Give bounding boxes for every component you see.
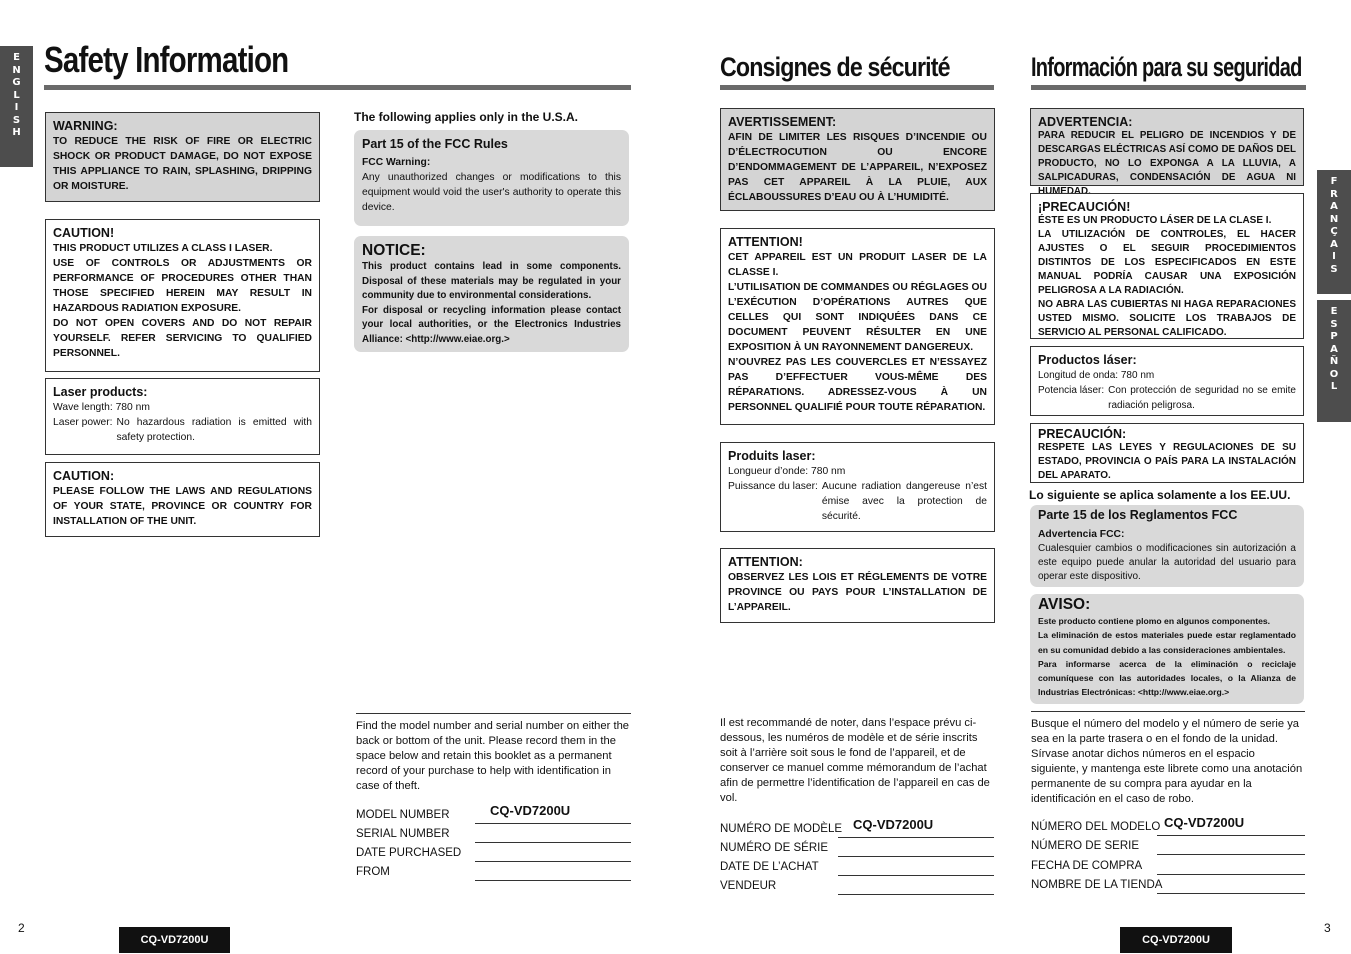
spanish-date-row bbox=[1031, 857, 1305, 875]
precaucion-install-body: RESPETE LAS LEYES Y REGULACIONES DE SU ESTADO, PROVINCIA O PAÍS PARA LA INSTALACIÓN DEL APARATO. bbox=[1038, 442, 1296, 481]
spanish-warning-box bbox=[1030, 108, 1304, 197]
espanol-tab-letter: E bbox=[1330, 306, 1338, 317]
caution-install-body: PLEASE FOLLOW THE LAWS AND REGULATIONS OF YOUR STATE, PROVINCE OR COUNTRY FOR INSTALLATION OF THE UNIT. bbox=[53, 486, 312, 527]
usa-heading: The following applies only in the U.S.A. bbox=[354, 110, 579, 124]
english-caution-laser-box bbox=[45, 219, 320, 372]
caution-title: CAUTION! bbox=[53, 226, 115, 240]
model-number-value: CQ-VD7200U bbox=[490, 803, 571, 818]
english-tab-letter: S bbox=[12, 114, 21, 126]
aviso-body-2: La eliminación de estos materiales puede estar reglamentado en su comunidad debido a las consideraciones ambientales. bbox=[1038, 630, 1296, 655]
page-number-right: 3 bbox=[1324, 921, 1331, 935]
spanish-fcc-body: Cualesquier cambios o modificaciones sin autorización a este equipo puede anular la autoridad del usuario para operar este dispositivo. bbox=[1038, 543, 1296, 582]
french-title-rule bbox=[720, 85, 994, 90]
aviso-body-1: Este producto contiene plomo en algunos componentes. bbox=[1038, 616, 1271, 626]
avertissement-title: AVERTISSEMENT: bbox=[728, 115, 837, 129]
serial-number-line bbox=[475, 842, 631, 843]
french-warning-box bbox=[720, 108, 995, 211]
vendeur-line bbox=[838, 894, 994, 895]
aviso-body-3: Para informarse acerca de la eliminación o reciclaje comuníquese con las autoridades locales, o la Alianza de Industrias Electrónicas: <http://www.eiae.org.> bbox=[1038, 658, 1296, 698]
attention-line-2: L’UTILISATION DE COMMANDES OU RÉGLAGES OU L’EXÉCUTION D’OPÉRATIONS AUTRES QUE CELLES QUI SONT INDIQUÉES DANS CE DOCUMENT PEUVENT RÉSULTER EN UNE EXPOSITION À UN RAYONNEMENT DANGEREUX. bbox=[728, 282, 987, 353]
spanish-fcc-box bbox=[1030, 505, 1304, 587]
spanish-laser-products-box bbox=[1030, 346, 1304, 416]
model-number-label: MODEL NUMBER bbox=[356, 809, 450, 821]
spanish-model-number-row bbox=[1031, 815, 1305, 836]
francais-tab-letter: N bbox=[1329, 213, 1339, 225]
english-date-purchased-row bbox=[356, 844, 631, 862]
spanish-serial-number-row bbox=[1031, 837, 1305, 855]
numero-modelo-line bbox=[1157, 835, 1305, 836]
precaucion-install-title: PRECAUCIÓN: bbox=[1038, 427, 1127, 441]
spanish-fcc-title: Parte 15 de los Reglamentos FCC bbox=[1038, 508, 1238, 522]
avertissement-body: AFIN DE LIMITER LES RISQUES D’INCENDIE OU D’ÉLECTROCUTION OU ENCORE D’ENDOMMAGEMENT DE L’APPAREIL, N’EXPOSEZ PAS CET APPAREIL À LA PLUIE, AUX ÉCLABOUSSURES D’EAU OU À L’HUMIDITÉ. bbox=[728, 132, 987, 203]
attention-line-3: N’OUVREZ PAS LES COUVERCLES ET N’ESSAYEZ PAS D’EFFECTUER VOUS-MÊME DES RÉPARATIONS. ADRESSEZ-VOUS À UN PERSONNEL QUALIFIÉ POUR TOUTE RÉPARATION. bbox=[728, 357, 987, 413]
laser-products-title: Laser products: bbox=[53, 385, 148, 399]
francais-tab-letter: Ç bbox=[1330, 226, 1338, 237]
english-page-title: Safety Information bbox=[44, 39, 289, 80]
caution-line-1: THIS PRODUCT UTILIZES A CLASS I LASER. bbox=[53, 243, 273, 254]
notice-title: NOTICE: bbox=[362, 242, 426, 259]
precaucion-line-1: ÉSTE ES UN PRODUCTO LÁSER DE LA CLASE I. bbox=[1038, 215, 1272, 226]
warning-title: WARNING: bbox=[53, 119, 118, 133]
english-tab-letter: N bbox=[12, 64, 21, 76]
spanish-record-paragraph: Busque el número del modelo y el número de serie ya sea en la parte trasera o en el fondo de la unidad. Sírvase anotar dichos números en el espacio siguiente, y mantenga este librete como una anotación permanente de su compra para ayudar en la identificación en el caso de robo. bbox=[1031, 711, 1305, 807]
numero-serie-es-label: NÚMERO DE SERIE bbox=[1031, 840, 1139, 852]
numero-modele-line bbox=[838, 837, 994, 838]
precaucion-line-2: LA UTILIZACIÓN DE CONTROLES, EL HACER AJUSTES O EL SEGUIR PROCEDIMIENTOS DISTINTOS DE LOS ESPECIFICADOS EN ESTE MANUAL PODRÍA CAUSAR UNA EXPOSICIÓN PELIGROSA A LA RADIACIÓN. bbox=[1038, 229, 1296, 296]
nombre-tienda-label: NOMBRE DE LA TIENDA bbox=[1031, 879, 1163, 891]
from-label: FROM bbox=[356, 866, 390, 878]
francais-tab-letter: I bbox=[1332, 251, 1336, 262]
francais-tab-letter: A bbox=[1330, 201, 1338, 212]
laser-power-label: Laser power: bbox=[53, 417, 113, 428]
warning-body: TO REDUCE THE RISK OF FIRE OR ELECTRIC SHOCK OR PRODUCT DAMAGE, DO NOT EXPOSE THIS APPLIANCE TO RAIN, SPLASHING, DRIPPING OR MOISTURE. bbox=[53, 136, 312, 192]
notice-box bbox=[354, 236, 629, 352]
spanish-store-row bbox=[1031, 876, 1305, 894]
notice-body-2: For disposal or recycling information please contact your local authorities, or the Electronics Industries Alliance: <http://www.eiae.org.> bbox=[362, 304, 621, 345]
english-language-tab bbox=[0, 46, 33, 167]
puissance-laser-label: Puissance du laser: bbox=[728, 481, 818, 492]
serial-number-label: SERIAL NUMBER bbox=[356, 828, 450, 840]
caution-line-2: USE OF CONTROLS OR ADJUSTMENTS OR PERFORMANCE OF PROCEDURES OTHER THAN THOSE SPECIFIED HEREIN MAY RESULT IN HAZARDOUS RADIATION EXPOSURE. bbox=[53, 258, 312, 314]
espanol-tab-letter: Ñ bbox=[1329, 356, 1339, 367]
potencia-laser-value: Con protección de seguridad no se emite radiación peligrosa. bbox=[1108, 385, 1296, 411]
from-line bbox=[475, 880, 631, 881]
english-tab-letter: I bbox=[14, 102, 19, 113]
english-tab-letter: G bbox=[12, 77, 21, 88]
english-tab-letter: H bbox=[12, 127, 21, 138]
french-record-paragraph: Il est recommandé de noter, dans l’espace prévu ci-dessous, les numéros de modèle et de série inscrits soit à l’arrière soit sous le fond de l’appareil, et de conserver ce manuel comme mémorandum de l’achat afin de permettre l’identification de l’appareil en cas de vol. bbox=[720, 717, 990, 804]
french-laser-products-box bbox=[720, 442, 995, 532]
english-title-rule bbox=[44, 85, 631, 90]
english-record-paragraph: Find the model number and serial number on either the back or bottom of the unit. Please record them in the space below and retain this booklet as a permanent record of your purchase to help with identification in case of theft. bbox=[356, 713, 631, 794]
spanish-fcc-subtitle: Advertencia FCC: bbox=[1038, 529, 1125, 540]
productos-laser-title: Productos láser: bbox=[1038, 353, 1137, 367]
french-model-number-row bbox=[720, 817, 994, 838]
french-serial-number-row bbox=[720, 839, 994, 857]
model-badge-right: CQ-VD7200U bbox=[1120, 927, 1232, 953]
english-caution-install-box bbox=[45, 462, 320, 537]
precaucion-title: ¡PRECAUCIÓN! bbox=[1038, 200, 1131, 214]
produits-laser-title: Produits laser: bbox=[728, 449, 816, 463]
french-date-row bbox=[720, 858, 994, 876]
advertencia-title: ADVERTENCIA: bbox=[1038, 115, 1133, 129]
english-laser-products-box bbox=[45, 378, 320, 455]
fcc-rules-box bbox=[354, 130, 629, 226]
notice-body-1: This product contains lead in some components. Disposal of these materials may be regulated in your community due to environmental considerations. bbox=[362, 261, 621, 301]
laser-wave-length: Wave length: 780 nm bbox=[53, 402, 150, 413]
vendeur-label: VENDEUR bbox=[720, 880, 777, 892]
numero-serie-line bbox=[838, 856, 994, 857]
english-warning-box bbox=[45, 112, 320, 202]
numero-modele-label: NUMÉRO DE MODÈLE bbox=[720, 823, 843, 835]
francais-tab-letter: S bbox=[1330, 263, 1338, 275]
attention-title: ATTENTION! bbox=[728, 235, 803, 249]
advertencia-body: PARA REDUCIR EL PELIGRO DE INCENDIOS Y DE DESCARGAS ELÉCTRICAS ASÍ COMO DE DAÑOS DEL PRODUCTO, NO LO EXPONGA A LA LLUVIA, A SALPICADURAS, CONDENSACIÓN DE AGUA NI HUMEDAD. bbox=[1038, 130, 1296, 197]
espanol-tab-letter: A bbox=[1330, 343, 1338, 355]
spanish-precaucion-install-box bbox=[1030, 423, 1304, 483]
longueur-onde: Longueur d’onde: 780 nm bbox=[728, 466, 846, 477]
laser-power-value: No hazardous radiation is emitted with safety protection. bbox=[116, 417, 312, 443]
english-serial-number-row bbox=[356, 825, 631, 843]
french-page-title: Consignes de sécurité bbox=[720, 52, 950, 82]
longitud-onda: Longitud de onda: 780 nm bbox=[1038, 370, 1155, 381]
aviso-title: AVISO: bbox=[1038, 596, 1091, 613]
espanol-tab-letter: S bbox=[1330, 318, 1338, 330]
numero-serie-label: NUMÉRO DE SÉRIE bbox=[720, 842, 828, 854]
francais-language-tab bbox=[1317, 170, 1351, 294]
spanish-usa-heading: Lo siguiente se aplica solamente a los EE.UU. bbox=[1029, 488, 1291, 502]
francais-tab-letter: R bbox=[1330, 188, 1338, 200]
date-achat-line bbox=[838, 875, 994, 876]
francais-tab-letter: A bbox=[1330, 238, 1338, 250]
page-number-left: 2 bbox=[18, 921, 25, 935]
espanol-tab-letter: O bbox=[1329, 368, 1339, 380]
caution-line-3: DO NOT OPEN COVERS AND DO NOT REPAIR YOURSELF. REFER SERVICING TO QUALIFIED PERSONNEL. bbox=[53, 318, 312, 359]
espanol-tab-letter: L bbox=[1330, 381, 1338, 392]
english-tab-letter: E bbox=[13, 52, 20, 63]
spanish-page-title: Información para su seguridad bbox=[1031, 52, 1302, 82]
french-vendeur-row bbox=[720, 877, 994, 895]
espanol-language-tab bbox=[1317, 300, 1351, 422]
french-attention-install-box bbox=[720, 548, 995, 623]
espanol-tab-letter: P bbox=[1330, 331, 1338, 342]
model-number-line bbox=[475, 823, 631, 824]
aviso-box bbox=[1030, 594, 1304, 704]
english-model-number-row bbox=[356, 803, 631, 824]
numero-modelo-value: CQ-VD7200U bbox=[1164, 815, 1245, 830]
english-from-row bbox=[356, 863, 631, 881]
fecha-compra-line bbox=[1157, 874, 1305, 875]
francais-tab-letter: F bbox=[1330, 176, 1338, 187]
numero-serie-es-line bbox=[1157, 854, 1305, 855]
attention-line-1: CET APPAREIL EST UN PRODUIT LASER DE LA CLASSE I. bbox=[728, 252, 987, 278]
date-purchased-label: DATE PURCHASED bbox=[356, 847, 462, 859]
french-attention-laser-box bbox=[720, 228, 995, 425]
caution-install-title: CAUTION: bbox=[53, 469, 115, 483]
attention-install-title: ATTENTION: bbox=[728, 555, 803, 569]
precaucion-line-3: NO ABRA LAS CUBIERTAS NI HAGA REPARACIONES USTED MISMO. SOLICITE LOS TRABAJOS DE SERVICIO AL PERSONAL CALIFICADO. bbox=[1038, 299, 1296, 338]
puissance-laser-value: Aucune radiation dangereuse n’est émise avec la protection de sécurité. bbox=[821, 481, 987, 522]
date-achat-label: DATE DE L’ACHAT bbox=[720, 861, 819, 873]
spanish-precaucion-laser-box bbox=[1030, 193, 1304, 339]
nombre-tienda-line bbox=[1157, 893, 1305, 894]
fecha-compra-label: FECHA DE COMPRA bbox=[1031, 860, 1143, 872]
model-badge-left: CQ-VD7200U bbox=[119, 927, 230, 953]
fcc-warning-body: Any unauthorized changes or modifications to this equipment would void the user's authority to operate this device. bbox=[362, 172, 621, 213]
fcc-warning-subtitle: FCC Warning: bbox=[362, 157, 431, 168]
fcc-rules-title: Part 15 of the FCC Rules bbox=[362, 137, 508, 151]
numero-modele-value: CQ-VD7200U bbox=[853, 817, 934, 832]
spanish-title-rule bbox=[1031, 85, 1306, 90]
potencia-laser-label: Potencia láser: bbox=[1038, 385, 1105, 396]
attention-install-body: OBSERVEZ LES LOIS ET RÉGLEMENTS DE VOTRE PROVINCE OU PAYS POUR L’INSTALLATION DE L’APPAREIL. bbox=[728, 572, 987, 613]
numero-modelo-label: NÚMERO DEL MODELO bbox=[1031, 821, 1161, 833]
english-tab-letter: L bbox=[13, 89, 20, 101]
date-purchased-line bbox=[475, 861, 631, 862]
